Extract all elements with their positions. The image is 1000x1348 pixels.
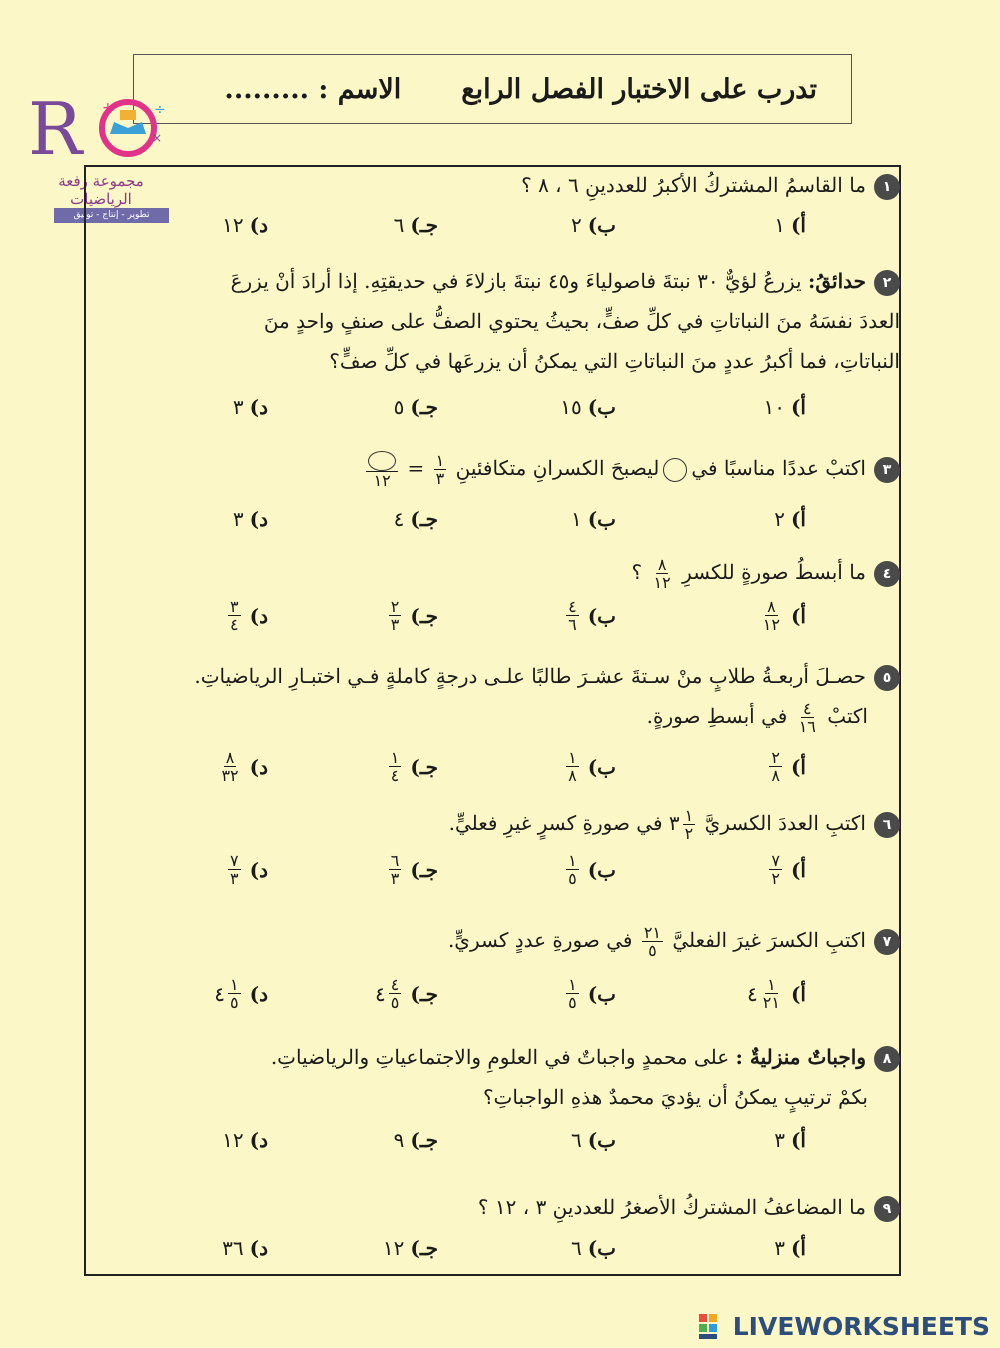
fraction [366, 451, 398, 489]
option-label: أ) [790, 213, 806, 237]
worksheet-title: تدرب على الاختبار الفصل الرابع [461, 73, 817, 105]
name-field-label: الاسم : ......... [224, 73, 402, 105]
q7-option-d[interactable] [214, 976, 268, 1011]
option-label: د) [249, 1128, 268, 1152]
denominator: ٢ [771, 869, 780, 888]
q6-option-d[interactable] [225, 852, 268, 887]
numerator: ٨ [767, 597, 776, 616]
option-label: د) [249, 981, 268, 1006]
question-2-line-3: النباتاتِ، فما أكبرُ عددٍ منَ النباتاتِ التي يمكنُ أن يزرعَها في كلِّ صفٍّ؟ [329, 349, 900, 373]
question-1 [521, 166, 900, 204]
option-value: ١٥ [560, 395, 582, 419]
option-label: جـ) [410, 981, 438, 1006]
q6-option-a[interactable] [766, 852, 806, 887]
q6-option-c[interactable] [386, 852, 438, 887]
option-fraction [566, 749, 579, 784]
option-fraction [228, 852, 241, 887]
question-number: ٦ [874, 812, 900, 838]
q8-option-a[interactable] [774, 1128, 806, 1152]
q5-option-c[interactable] [386, 749, 438, 784]
option-label: ب) [587, 213, 616, 237]
question-6 [449, 804, 900, 842]
option-value: ١٢ [222, 213, 244, 237]
option-value: ٣ [774, 1236, 785, 1260]
liveworksheets-logo-icon [699, 1314, 727, 1340]
option-label: ب) [587, 857, 616, 882]
q2-option-c[interactable] [394, 395, 438, 419]
option-value: ٥ [393, 395, 405, 419]
q9-option-b[interactable] [571, 1236, 616, 1260]
q3-option-d[interactable] [233, 507, 268, 531]
question-text: ؟ [631, 560, 643, 584]
denominator: ١٢ [373, 470, 391, 490]
option-label: ب) [587, 754, 616, 779]
numerator: ٧ [771, 851, 780, 870]
option-label: ب) [587, 603, 616, 628]
numerator: ٧ [230, 851, 239, 870]
question-number: ٩ [874, 1196, 900, 1222]
option-label: ب) [587, 395, 616, 419]
question-keyword: حدائقُ: [807, 269, 866, 293]
q3-option-c[interactable] [394, 507, 438, 531]
denominator: ٨ [568, 766, 577, 785]
numerator: ١ [568, 748, 577, 767]
denominator: ١٦ [798, 717, 816, 736]
equals-sign: = [407, 456, 425, 480]
option-fraction [566, 852, 579, 887]
q3-option-b[interactable] [571, 507, 616, 531]
q1-option-c[interactable] [394, 213, 438, 237]
question-text: اكتبِ الكسرَ غيرَ الفعليَّ [672, 928, 866, 952]
question-text: اكتبِ العددَ الكسريَّ [704, 811, 866, 835]
question-5 [194, 657, 900, 695]
question-keyword: واجباتٌ منزليةٌ : [735, 1045, 866, 1069]
q7-option-c[interactable] [375, 976, 438, 1011]
option-fraction [389, 852, 402, 887]
q9-option-a[interactable] [774, 1236, 806, 1260]
question-8 [271, 1038, 900, 1076]
question-text: في صورةِ كسرٍ غيرِ فعليٍّ. [448, 811, 663, 835]
fraction [683, 807, 696, 842]
option-fraction [566, 598, 579, 633]
question-text: اكتبْ [827, 704, 868, 728]
option-label: د) [249, 1236, 268, 1260]
option-label: جـ) [410, 1236, 438, 1260]
denominator: ٢ [684, 824, 694, 843]
fraction [434, 452, 447, 487]
question-text: حصـلَ أربعـةُ طلابٍ منْ سـتةَ عشـرَ طالبًا علـى درجةٍ كاملةٍ فـي اختبـارِ الرياضياتِ. [194, 664, 866, 688]
option-label: أ) [790, 395, 806, 419]
numerator: ٤ [390, 975, 400, 994]
q5-option-d[interactable] [216, 749, 268, 784]
denominator: ٥ [230, 993, 239, 1012]
question-number: ٤ [874, 561, 900, 587]
numerator: ١ [435, 451, 445, 470]
option-value: ٦ [570, 1128, 582, 1152]
denominator: ٣ [390, 615, 400, 634]
q1-option-a[interactable] [774, 213, 806, 237]
question-4 [632, 553, 900, 591]
q4-option-d[interactable] [225, 598, 268, 633]
denominator: ٥ [390, 993, 400, 1012]
option-value: ٤ [393, 507, 405, 531]
numerator: ١ [684, 806, 694, 825]
option-fraction [228, 976, 241, 1011]
option-value: ٦ [570, 1236, 582, 1260]
q9-option-c[interactable] [383, 1236, 438, 1260]
option-value: ١٢ [222, 1128, 244, 1152]
q5-option-a[interactable] [766, 749, 806, 784]
footer-brand[interactable]: LIVEWORKSHEETS [732, 1312, 990, 1341]
denominator: ٣٢ [221, 766, 239, 785]
denominator: ٦ [568, 615, 577, 634]
option-label: د) [249, 603, 268, 628]
fraction [652, 556, 673, 591]
question-number: ٧ [874, 929, 900, 955]
numerator: ١ [568, 851, 577, 870]
numerator: ٨ [657, 555, 667, 574]
logo-tagline: تطوير - إنتاج - توثيق [54, 208, 169, 223]
option-fraction [389, 976, 402, 1011]
option-value: ٢ [570, 213, 582, 237]
option-value: ١ [570, 507, 582, 531]
option-label: جـ) [410, 507, 438, 531]
denominator: ٥ [568, 993, 577, 1012]
whole-number: ٤ [374, 981, 386, 1006]
option-fraction [566, 976, 579, 1011]
q2-option-a[interactable] [763, 395, 806, 419]
numerator: ٨ [225, 748, 235, 767]
option-value: ١ [774, 213, 785, 237]
denominator: ٤ [230, 615, 239, 634]
option-value: ٣ [232, 507, 244, 531]
option-label: د) [249, 857, 268, 882]
option-label: ب) [587, 981, 616, 1006]
numerator: ٤ [802, 699, 812, 718]
option-label: أ) [790, 1128, 806, 1152]
question-number: ١ [874, 174, 900, 200]
question-text: في صورةِ عددٍ كسريٍّ. [447, 928, 633, 952]
option-fraction [769, 749, 782, 784]
question-number: ٣ [874, 457, 900, 483]
option-fraction [761, 976, 782, 1011]
numerator: ٢ [390, 597, 400, 616]
q7-option-a[interactable] [747, 976, 806, 1011]
option-fraction [389, 749, 402, 784]
q5-option-b[interactable] [563, 749, 616, 784]
q3-option-a[interactable] [774, 507, 806, 531]
option-value: ١٠ [763, 395, 785, 419]
q6-option-b[interactable] [563, 852, 616, 887]
option-value: ٣ [232, 395, 244, 419]
option-label: جـ) [410, 754, 438, 779]
option-label: جـ) [410, 603, 438, 628]
option-value: ٩ [393, 1128, 405, 1152]
option-label: أ) [790, 754, 806, 779]
q4-option-b[interactable] [563, 598, 616, 633]
option-label: أ) [790, 981, 806, 1006]
question-text: ما أبسطُ صورةٍ للكسرِ [682, 560, 866, 584]
q8-option-d[interactable] [222, 1128, 268, 1152]
option-label: د) [249, 754, 268, 779]
option-label: د) [249, 395, 268, 419]
question-number: ٨ [874, 1046, 900, 1072]
option-label: أ) [790, 507, 806, 531]
option-value: ١٢ [382, 1236, 405, 1260]
question-text: ما المضاعفُ المشتركُ الأصغرُ للعددينِ ٣ ، ١٢ ؟ [477, 1195, 866, 1219]
q7-option-b[interactable] [563, 976, 616, 1011]
option-label: أ) [790, 603, 806, 628]
question-9 [478, 1188, 900, 1226]
q9-option-d[interactable] [222, 1236, 268, 1260]
option-label: جـ) [410, 213, 438, 237]
q4-option-a[interactable] [758, 598, 806, 633]
q1-option-d[interactable] [222, 213, 268, 237]
answer-blank-circle[interactable] [663, 458, 687, 482]
liveworksheets-footer [699, 1312, 990, 1341]
denominator: ١٢ [653, 573, 671, 592]
denominator: ٥ [568, 869, 577, 888]
question-text-line: يزرعُ لؤيٌّ ٣٠ نبتةَ فاصولياءَ و٤٥ نبتةَ بازلاءَ في حديقتِهِ. إذا أرادَ أنْ يزرعَ [230, 269, 802, 293]
question-5-line-2 [647, 697, 868, 735]
denominator: ٣ [435, 469, 445, 488]
question-text: على محمدٍ واجباتٌ في العلومِ والاجتماعياتِ والرياضياتِ. [270, 1045, 730, 1069]
option-value: ٦ [393, 213, 405, 237]
question-text: ليصبحَ الكسرانِ متكافئينِ [455, 456, 660, 480]
numerator: ٣ [230, 597, 239, 616]
denominator: ٢١ [762, 993, 780, 1012]
option-label: أ) [790, 857, 806, 882]
option-label: ب) [587, 1128, 616, 1152]
option-fraction [761, 598, 782, 633]
question-2-line-2: العددَ نفسَهُ منَ النباتاتِ في كلِّ صفٍّ، بحيثُ يحتوي الصفُّ على صنفٍ واحدٍ منَ [263, 309, 900, 333]
numerator: ٦ [390, 851, 400, 870]
svg-text:+: + [102, 100, 114, 116]
option-label: جـ) [410, 1128, 438, 1152]
option-label: ب) [587, 507, 616, 531]
q2-option-d[interactable] [233, 395, 268, 419]
denominator: ٤ [390, 766, 400, 785]
question-8-line-2: بكمْ ترتيبٍ يمكنُ أن يؤديَ محمدٌ هذهِ الواجباتِ؟ [482, 1085, 868, 1109]
q8-option-c[interactable] [394, 1128, 438, 1152]
numerator: ١ [390, 748, 400, 767]
option-value: ٣ [774, 1128, 785, 1152]
whole-number: ٤ [747, 981, 758, 1006]
option-fraction [228, 598, 241, 633]
denominator: ٥ [648, 941, 657, 960]
option-label: د) [249, 213, 268, 237]
numerator: ٤ [568, 597, 577, 616]
numerator: ١ [767, 975, 776, 994]
option-value: ٢ [774, 507, 785, 531]
svg-text:×: × [152, 131, 163, 145]
option-value: ٣٦ [222, 1236, 244, 1260]
numerator: ١ [568, 975, 577, 994]
option-fraction [769, 852, 782, 887]
question-7 [448, 921, 900, 959]
question-2 [231, 262, 900, 300]
worksheet-header [133, 54, 852, 124]
option-label: جـ) [410, 857, 438, 882]
q2-option-b[interactable] [560, 395, 616, 419]
q1-option-b[interactable] [571, 213, 616, 237]
numerator: ٢١ [643, 923, 661, 942]
question-text: ما القاسمُ المشتركُ الأكبرُ للعددينِ ٦ ، ٨ ؟ [521, 173, 866, 197]
whole-number: ٤ [214, 981, 226, 1006]
fraction [642, 924, 663, 959]
option-label: جـ) [410, 395, 438, 419]
question-text: في أبسطِ صورةٍ. [646, 704, 788, 728]
denominator: ١٢ [762, 615, 780, 634]
denominator: ٣ [230, 869, 239, 888]
option-fraction [219, 749, 240, 784]
numerator-blank[interactable] [366, 451, 398, 472]
whole-number: ٣ [668, 811, 680, 835]
numerator: ١ [230, 975, 239, 994]
svg-text:÷: ÷ [154, 102, 166, 118]
question-number: ٥ [874, 665, 900, 691]
option-label: د) [249, 507, 268, 531]
option-label: أ) [790, 1236, 806, 1260]
q4-option-c[interactable] [386, 598, 438, 633]
option-label: ب) [587, 1236, 616, 1260]
denominator: ٨ [771, 766, 780, 785]
question-3 [363, 449, 900, 489]
q8-option-b[interactable] [571, 1128, 616, 1152]
question-text: اكتبْ عددًا مناسبًا في [691, 456, 866, 480]
svg-text:R: R [28, 92, 83, 171]
fraction [797, 700, 818, 735]
question-number: ٢ [874, 270, 900, 296]
denominator: ٣ [390, 869, 400, 888]
numerator: ٢ [771, 748, 780, 767]
logo-brand-name: مجموعة رفعة الرياضيات [58, 172, 144, 208]
option-fraction [389, 598, 402, 633]
